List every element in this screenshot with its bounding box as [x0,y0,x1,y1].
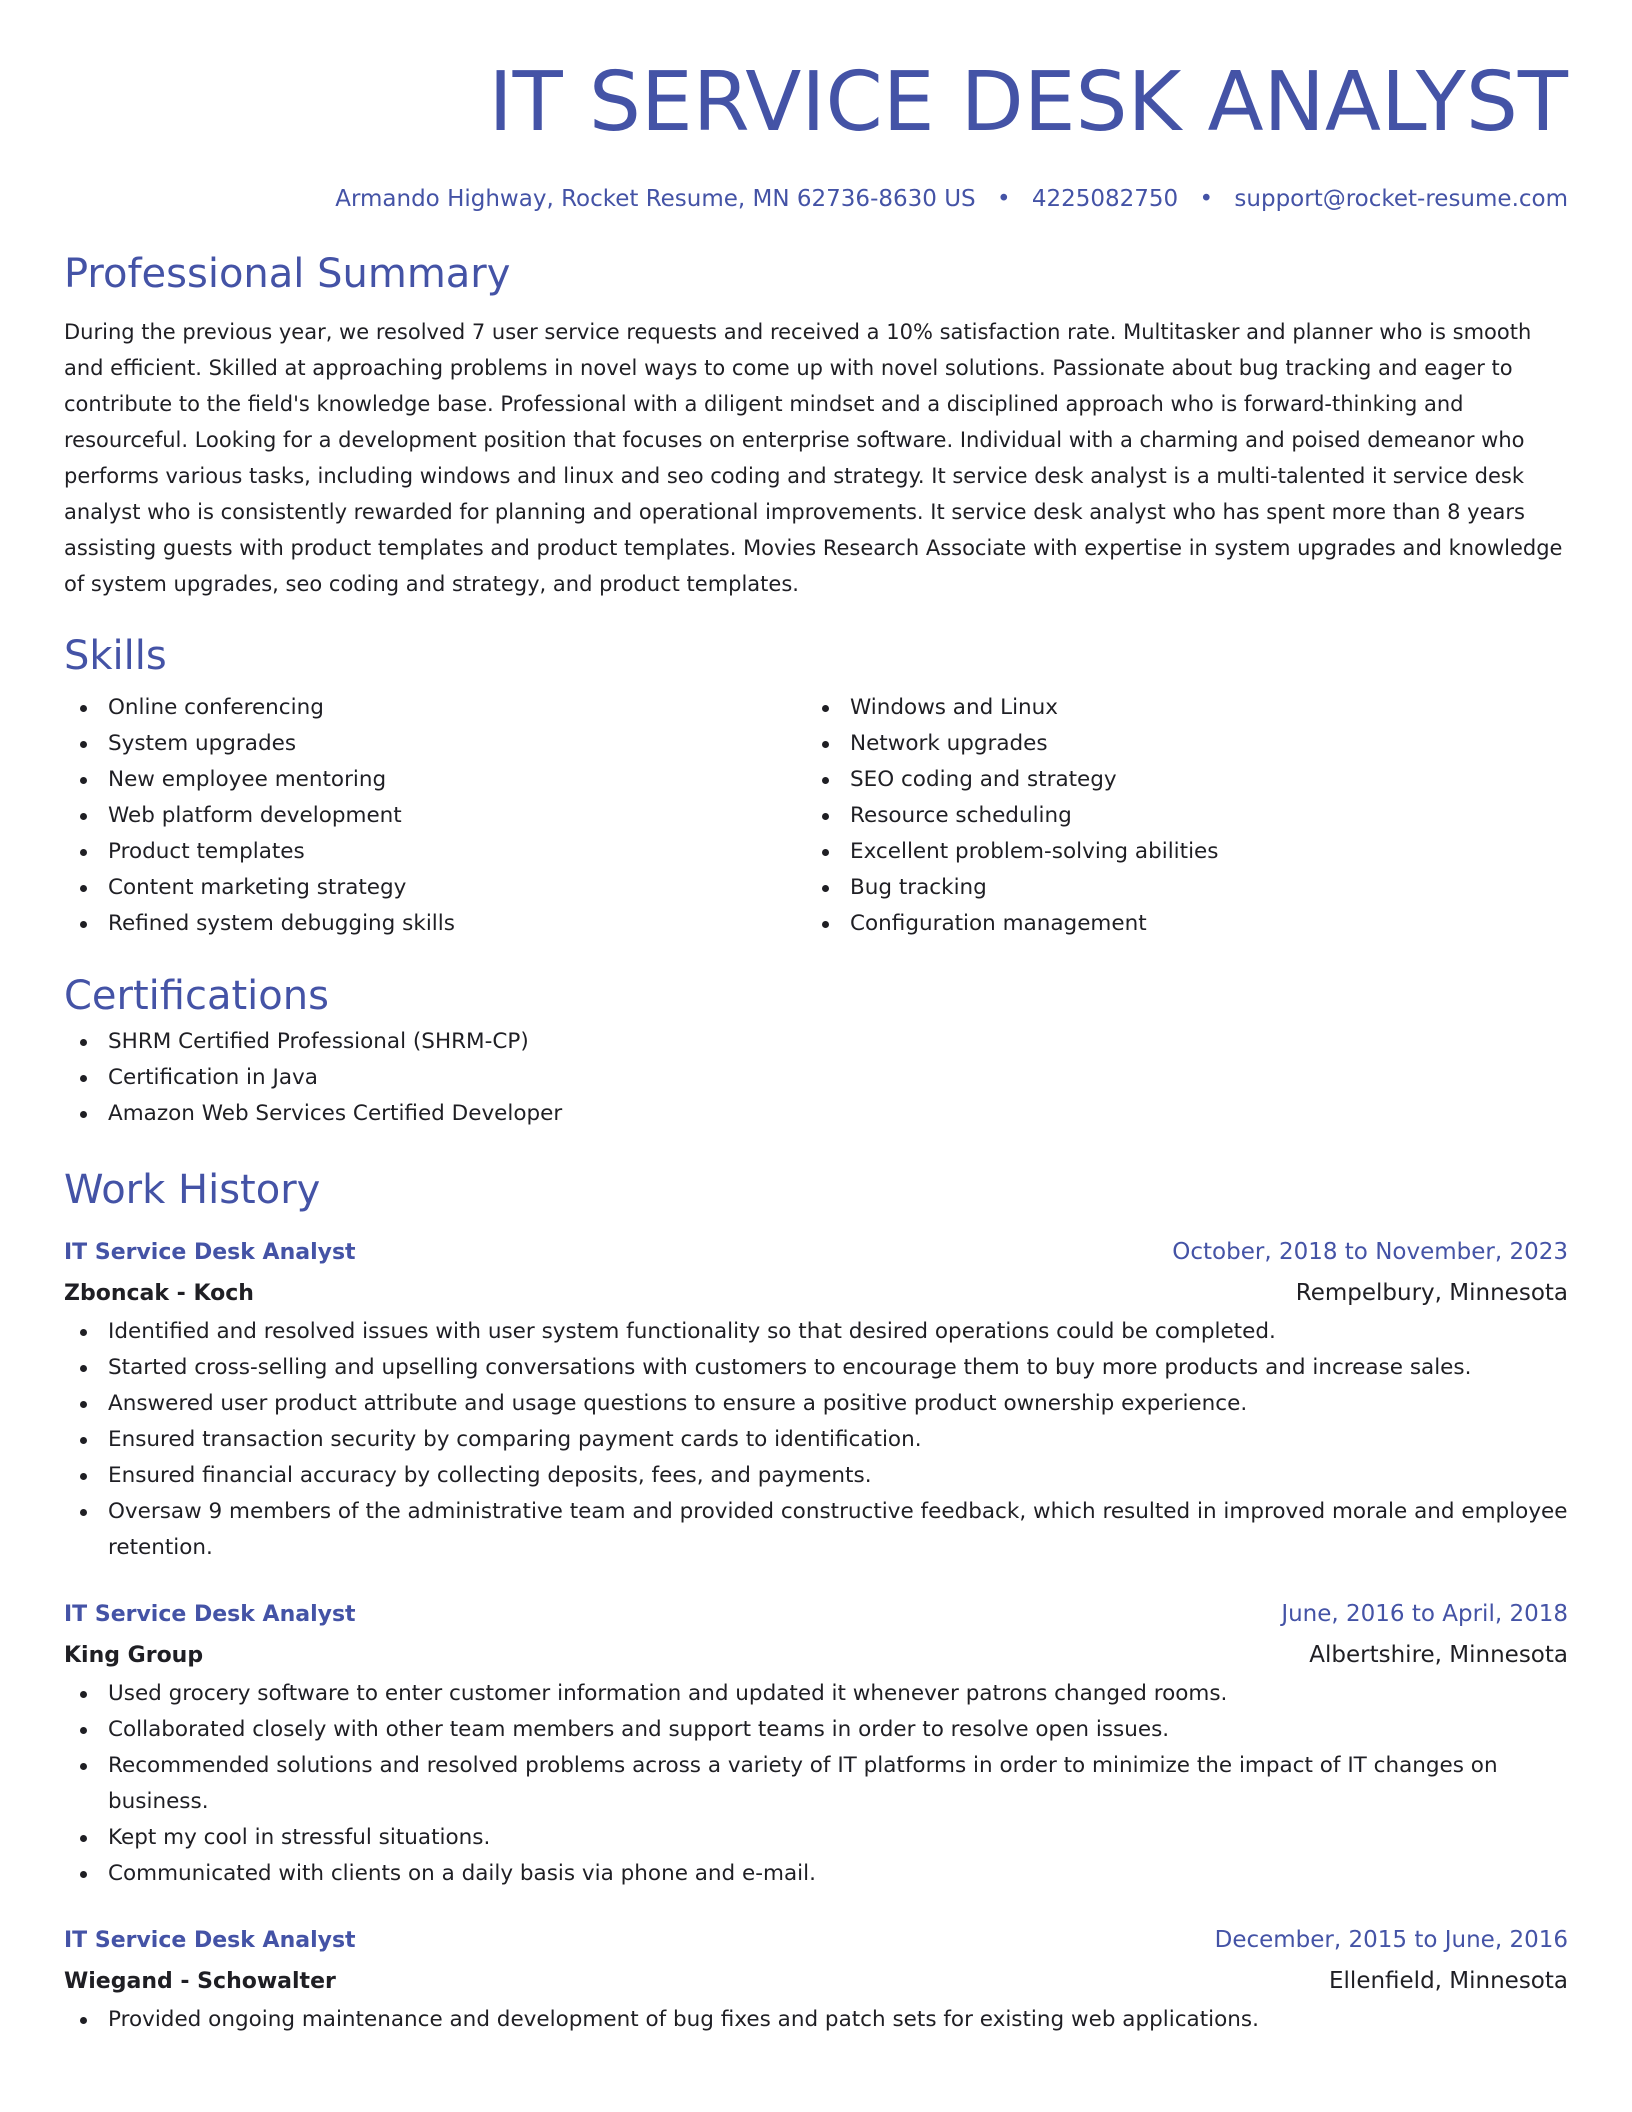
job-entry [64,1232,1568,1566]
skill-item: System upgrades [64,726,806,762]
skill-item: SEO coding and strategy [806,762,1548,798]
certifications-list [64,1024,1568,1132]
job-bullet: Answered user product attribute and usage questions to ensure a positive product ownership experience. [64,1386,1568,1422]
contact-separator: • [1199,186,1214,212]
job-dates: October, 2018 to November, 2023 [1172,1239,1568,1265]
job-bullet: Identified and resolved issues with user system functionality so that desired operations could be completed. [64,1314,1568,1350]
skill-item: Product templates [64,834,806,870]
job-bullet-list [64,1676,1568,1892]
skills-column-right [806,690,1548,942]
job-company-row [64,1273,1568,1314]
job-company-row [64,1635,1568,1676]
job-role: IT Service Desk Analyst [64,1240,356,1265]
skill-item: Bug tracking [806,870,1548,906]
job-dates: June, 2016 to April, 2018 [1281,1601,1568,1627]
job-header-row [64,1920,1568,1961]
certification-item: SHRM Certified Professional (SHRM-CP) [64,1024,1568,1060]
contact-phone: 4225082750 [1031,186,1179,212]
job-company: King Group [64,1643,204,1668]
skill-item: Refined system debugging skills [64,906,806,942]
certification-item: Amazon Web Services Certified Developer [64,1096,1568,1132]
job-bullet-list [64,2002,1568,2038]
section-heading-work-history: Work History [64,1167,321,1213]
job-entry [64,1920,1568,2038]
job-location: Ellenfield, Minnesota [1329,1968,1568,1994]
job-bullet-list [64,1314,1568,1566]
skill-item: Web platform development [64,798,806,834]
job-role: IT Service Desk Analyst [64,1602,356,1627]
job-dates: December, 2015 to June, 2016 [1214,1927,1568,1953]
skills-column-left [64,690,806,942]
contact-email: support@rocket-resume.com [1234,186,1568,212]
contact-separator: • [996,186,1011,212]
skill-item: Windows and Linux [806,690,1548,726]
job-header-row [64,1594,1568,1635]
job-role: IT Service Desk Analyst [64,1928,356,1953]
skill-item: New employee mentoring [64,762,806,798]
resume-title: IT SERVICE DESK ANALYST [488,55,1568,150]
job-location: Albertshire, Minnesota [1309,1642,1568,1668]
job-company: Wiegand - Schowalter [64,1969,336,1994]
skill-item: Network upgrades [806,726,1548,762]
job-bullet: Collaborated closely with other team members and support teams in order to resolve open issues. [64,1712,1568,1748]
skill-item: Configuration management [806,906,1548,942]
contact-address: Armando Highway, Rocket Resume, MN 62736-8630 US [335,186,976,212]
job-location: Rempelbury, Minnesota [1295,1280,1568,1306]
skills-list-left [64,690,806,942]
skill-item: Online conferencing [64,690,806,726]
job-company: Zboncak - Koch [64,1281,254,1306]
skills-grid [64,690,1568,942]
skill-item: Content marketing strategy [64,870,806,906]
certification-item: Certification in Java [64,1060,1568,1096]
job-bullet: Oversaw 9 members of the administrative team and provided constructive feedback, which resulted in improved morale and employee retention. [64,1494,1568,1566]
job-bullet: Ensured transaction security by comparing payment cards to identification. [64,1422,1568,1458]
job-company-row [64,1961,1568,2002]
section-heading-summary: Professional Summary [64,251,511,297]
section-heading-certifications: Certifications [64,973,329,1019]
summary-text: During the previous year, we resolved 7 user service requests and received a 10% satisfaction rate. Multitasker and planner who is smooth and efficient. Skilled at approaching problems in novel ways to come up with novel solutions. Passionate about bug tracking and eager to contribute to the field's knowledge base. Professional with a diligent mindset and a disciplined approach who is forward-thinking and resourceful. Looking for a development position that focuses on enterprise software. Individual with a charming and poised demeanor who performs various tasks, including windows and linux and seo coding and strategy. It service desk analyst is a multi-talented it service desk analyst who is consistently rewarded for planning and operational improvements. It service desk analyst who has spent more than 8 years assisting guests with product templates and product templates. Movies Research Associate with expertise in system upgrades and knowledge of system upgrades, seo coding and strategy, and product templates. [64,320,1563,596]
job-bullet: Started cross-selling and upselling conversations with customers to encourage them to buy more products and increase sales. [64,1350,1568,1386]
section-heading-skills: Skills [64,633,167,679]
job-bullet: Recommended solutions and resolved problems across a variety of IT platforms in order to minimize the impact of IT changes on business. [64,1748,1568,1820]
skills-list-right [806,690,1548,942]
job-bullet: Kept my cool in stressful situations. [64,1820,1568,1856]
job-header-row [64,1232,1568,1273]
skill-item: Excellent problem-solving abilities [806,834,1548,870]
resume-header [64,0,1568,216]
job-entry [64,1594,1568,1892]
job-bullet: Used grocery software to enter customer information and updated it whenever patrons changed rooms. [64,1676,1568,1712]
job-bullet: Communicated with clients on a daily basis via phone and e-mail. [64,1856,1568,1892]
job-bullet: Ensured financial accuracy by collecting deposits, fees, and payments. [64,1458,1568,1494]
skill-item: Resource scheduling [806,798,1548,834]
job-bullet: Provided ongoing maintenance and development of bug fixes and patch sets for existing web applications. [64,2002,1568,2038]
contact-line [64,182,1568,216]
